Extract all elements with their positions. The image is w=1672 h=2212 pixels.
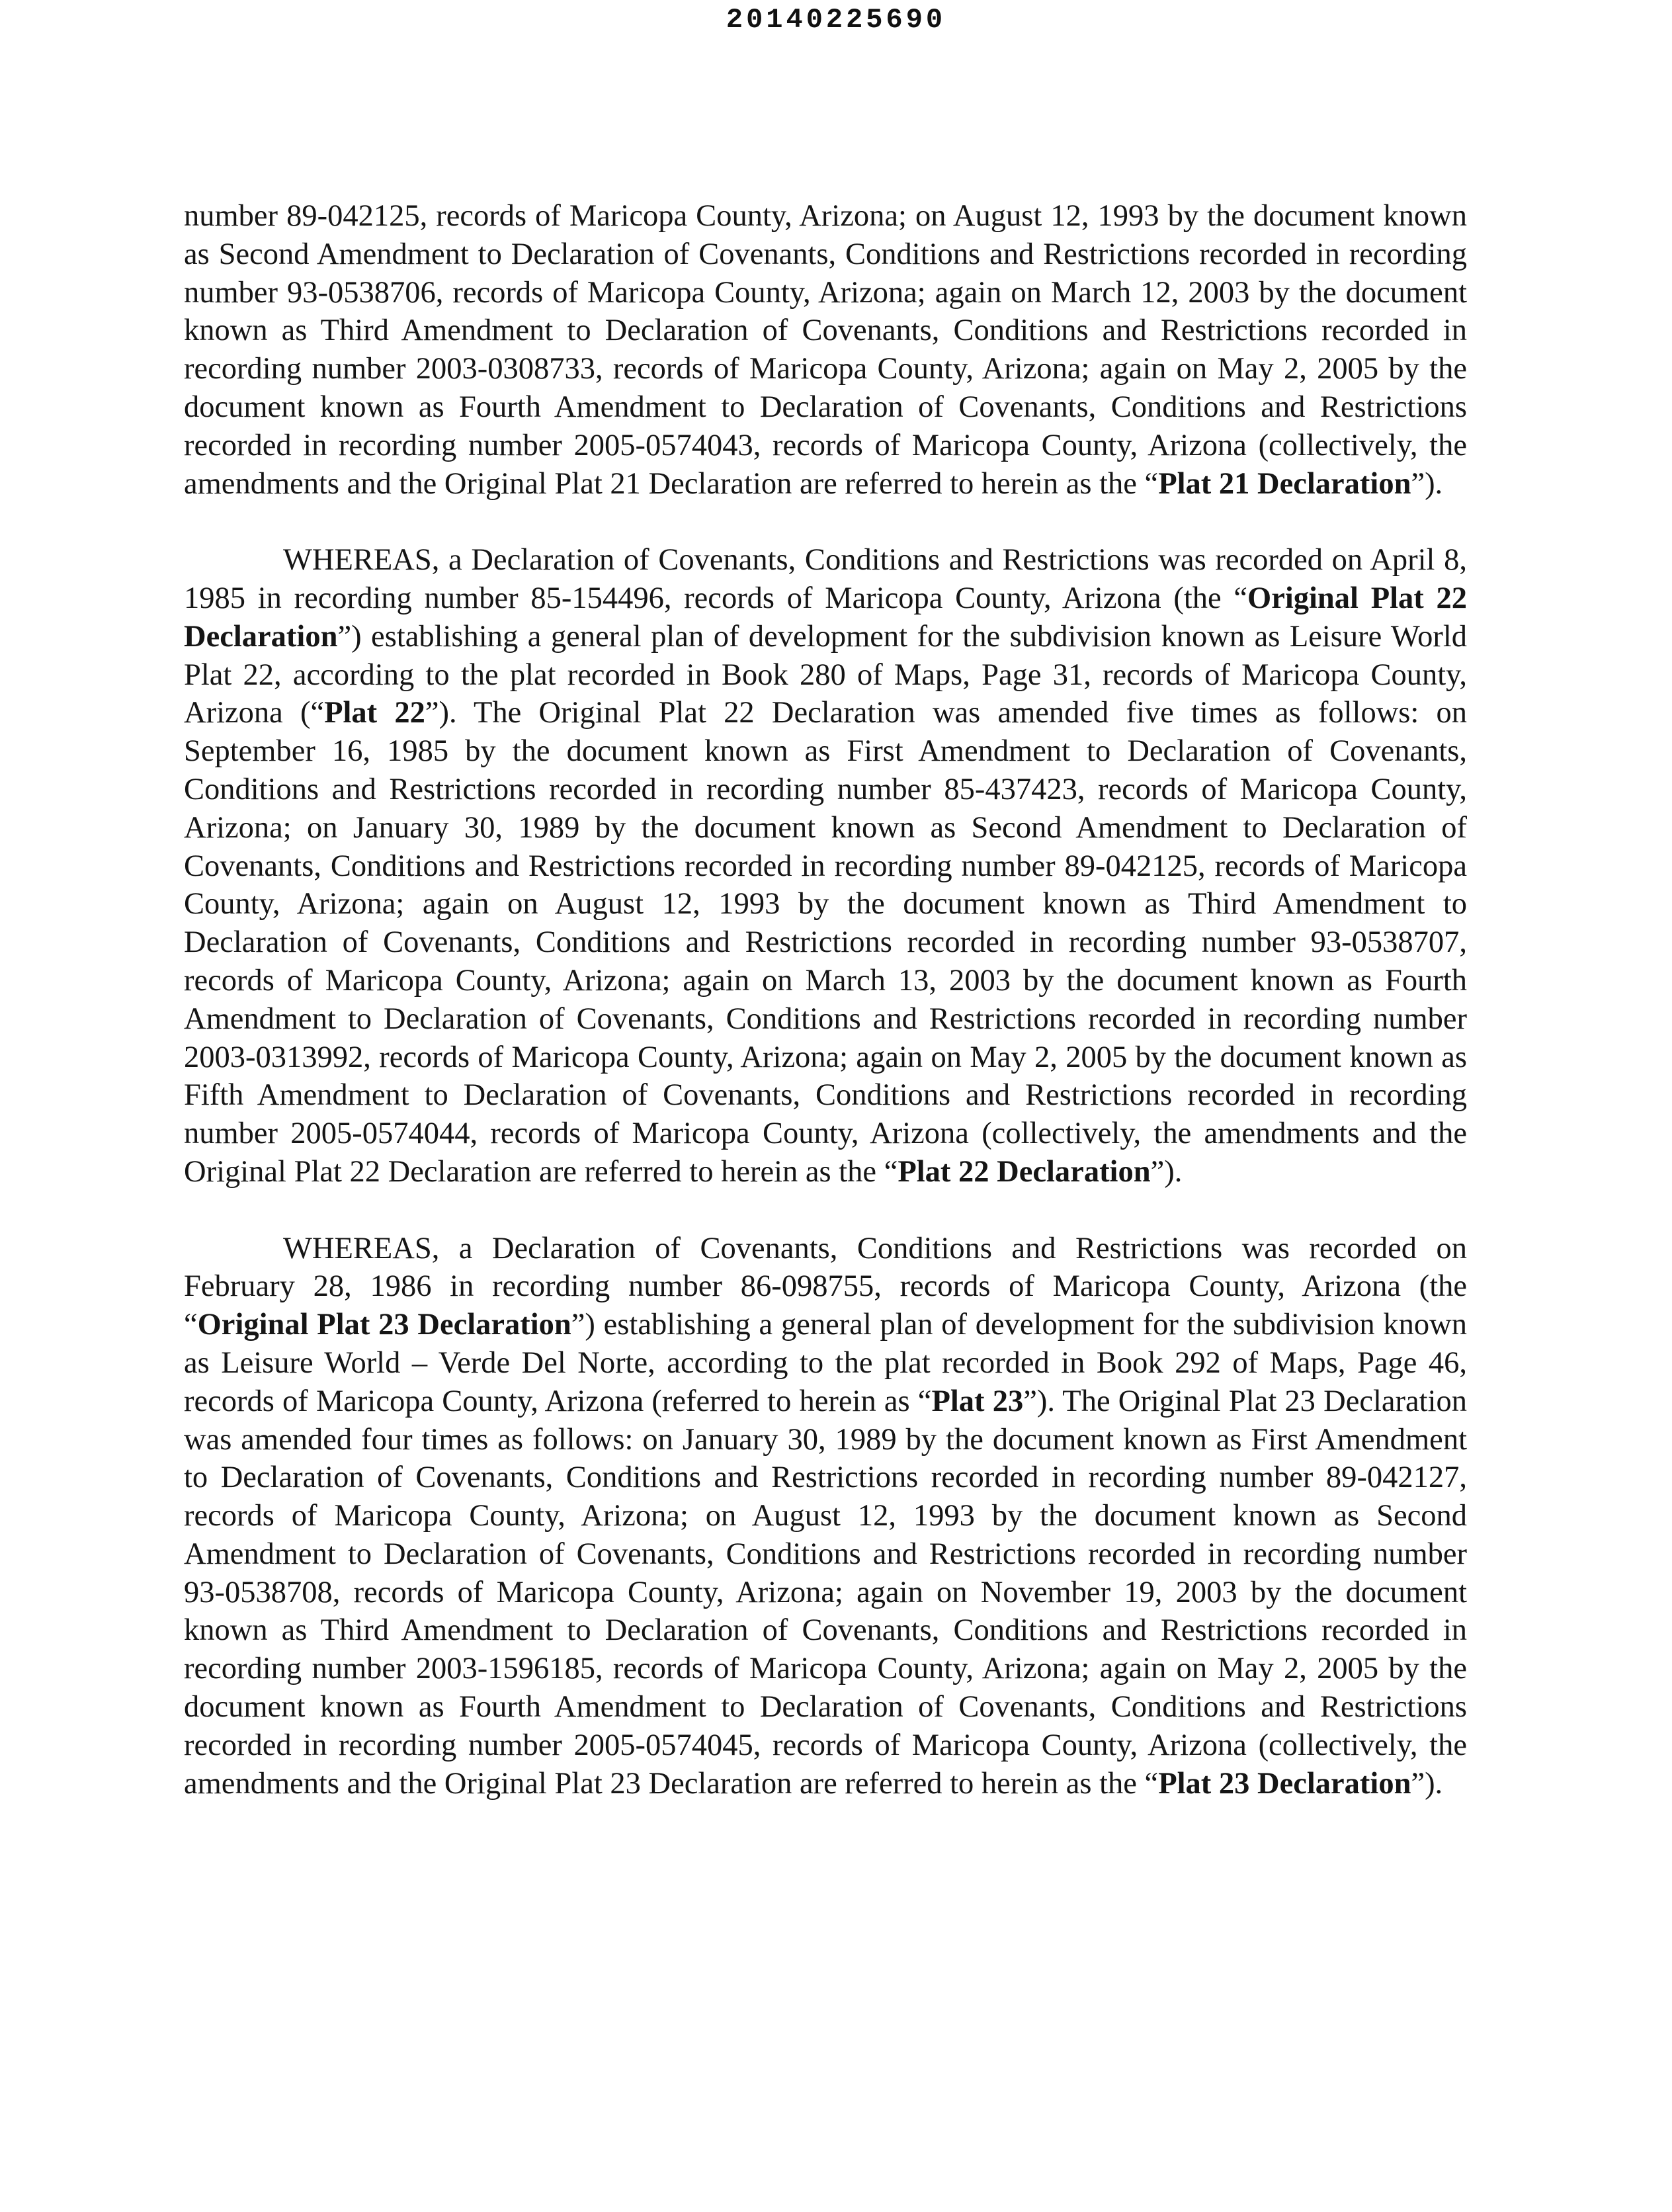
paragraph-plat-23-whereas (184, 1230, 1467, 1803)
paragraph-text: ”). The Original Plat 23 Declaration was amended four times as follows: on January 30, 1989 by the document known as First Amendment to Declaration of Covenants, Conditions and Restrictions recorded in recording number 89-042127, records of Maricopa County, Arizona; on August 12, 1993 by the document known as Second Amendment to Declaration of Covenants, Conditions and Restrictions recorded in recording number 93-0538708, records of Maricopa County, Arizona; again on November 19, 2003 by the document known as Third Amendment to Declaration of Covenants, Conditions and Restrictions recorded in recording number 2003-1596185, records of Maricopa County, Arizona; again on May 2, 2005 by the document known as Fourth Amendment to Declaration of Covenants, Conditions and Restrictions recorded in recording number 2005-0574045, records of Maricopa County, Arizona (collectively, the amendments and the Original Plat 23 Declaration are referred to herein as the “ (184, 1384, 1467, 1801)
defined-term-plat-22: Plat 22 (324, 696, 425, 730)
paragraph-text: ”). (1150, 1154, 1183, 1189)
defined-term-original-plat-22-declaration: Original Plat 22 Declaration (184, 581, 1467, 654)
defined-term-plat-23: Plat 23 (931, 1384, 1024, 1418)
paragraph-plat-21-continuation (184, 197, 1467, 503)
paragraph-text: WHEREAS, a Declaration of Covenants, Conditions and Restrictions was recorded on April 8, 1985 in recording number 85-154496, records of Maricopa County, Arizona (the “ (184, 543, 1467, 615)
paragraph-text: ”) establishing a general plan of development for the subdivision known as Leisure World Plat 22, according to the plat recorded in Book 280 of Maps, Page 31, records of Maricopa County, Arizona (“ (184, 619, 1467, 730)
paragraph-text: WHEREAS, a Declaration of Covenants, Conditions and Restrictions was recorded on February 28, 1986 in recording number 86-098755, records of Maricopa County, Arizona (the “ (184, 1231, 1467, 1342)
defined-term-plat-21-declaration: Plat 21 Declaration (1158, 466, 1411, 501)
document-body (184, 197, 1467, 1841)
paragraph-text: ”). (1411, 466, 1443, 501)
paragraph-text: ”). The Original Plat 22 Declaration was amended five times as follows: on September 16, 1985 by the document known as First Amendment to Declaration of Covenants, Conditions and Restrictions recorded in recording number 85-437423, records of Maricopa County, Arizona; on January 30, 1989 by the document known as Second Amendment to Declaration of Covenants, Conditions and Restrictions recorded in recording number 89-042125, records of Maricopa County, Arizona; again on August 12, 1993 by the document known as Third Amendment to Declaration of Covenants, Conditions and Restrictions recorded in recording number 93-0538707, records of Maricopa County, Arizona; again on March 13, 2003 by the document known as Fourth Amendment to Declaration of Covenants, Conditions and Restrictions recorded in recording number 2003-0313992, records of Maricopa County, Arizona; again on May 2, 2005 by the document known as Fifth Amendment to Declaration of Covenants, Conditions and Restrictions recorded in recording number 2005-0574044, records of Maricopa County, Arizona (collectively, the amendments and the Original Plat 22 Declaration are referred to herein as the “ (184, 696, 1467, 1189)
paragraph-text: number 89-042125, records of Maricopa County, Arizona; on August 12, 1993 by the document known as Second Amendment to Declaration of Covenants, Conditions and Restrictions recorded in recording number 93-0538706, records of Maricopa County, Arizona; again on March 12, 2003 by the document known as Third Amendment to Declaration of Covenants, Conditions and Restrictions recorded in recording number 2003-0308733, records of Maricopa County, Arizona; again on May 2, 2005 by the document known as Fourth Amendment to Declaration of Covenants, Conditions and Restrictions recorded in recording number 2005-0574043, records of Maricopa County, Arizona (collectively, the amendments and the Original Plat 21 Declaration are referred to herein as the “ (184, 199, 1467, 501)
defined-term-plat-23-declaration: Plat 23 Declaration (1158, 1766, 1411, 1801)
defined-term-original-plat-23-declaration: Original Plat 23 Declaration (197, 1308, 571, 1342)
paragraph-text: ”). (1411, 1766, 1443, 1801)
paragraph-text: ”) establishing a general plan of development for the subdivision known as Leisure World – Verde Del Norte, according to the plat recorded in Book 292 of Maps, Page 46, records of Maricopa County, Arizona (referred to herein as “ (184, 1308, 1467, 1418)
defined-term-plat-22-declaration: Plat 22 Declaration (898, 1154, 1151, 1189)
paragraph-plat-22-whereas (184, 541, 1467, 1191)
document-number: 20140225690 (726, 4, 946, 36)
